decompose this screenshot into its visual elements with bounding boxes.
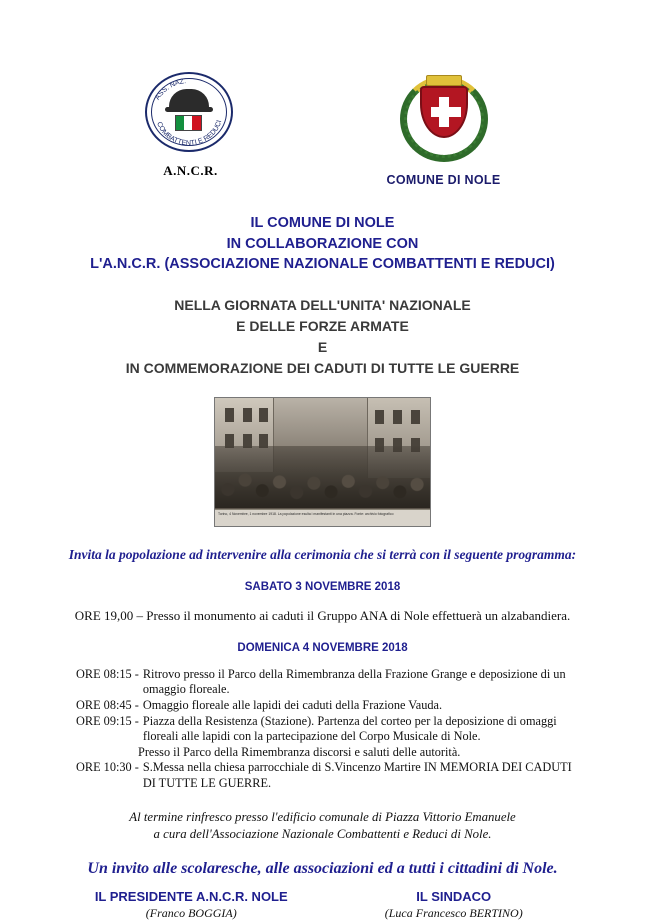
- program-text: Ritrovo presso il Parco della Rimembranza della Frazione Grange e deposizione di un omaggio floreale.: [142, 666, 566, 697]
- day2-title: DOMENICA 4 NOVEMBRE 2018: [237, 641, 408, 654]
- closing-note: [38, 809, 607, 844]
- svg-text:ASS. NAZ.: ASS. NAZ.: [153, 78, 186, 102]
- logo-row: [38, 0, 607, 187]
- program-time: ORE 08:15 -: [76, 666, 139, 681]
- subtitle-line-3: E: [317, 338, 328, 355]
- signature-mayor: [323, 889, 586, 921]
- page-title: [38, 213, 607, 275]
- list-item: [76, 714, 577, 745]
- photo-wrapper: [38, 397, 607, 527]
- subtitle-line-4: IN COMMEMORAZIONE DEI CADUTI DI TUTTE LE GUERRE: [125, 359, 520, 376]
- day1-text: ORE 19,00 – Presso il monumento ai caduti il Gruppo ANA di Nole effettuerà un alzabandiera.: [74, 607, 571, 623]
- ancr-ring-text: [145, 72, 233, 152]
- program-text: S.Messa nella chiesa parrocchiale di S.Vincenzo Martire IN MEMORIA DEI CADUTI DI TUTTE LE GUERRE.: [142, 760, 572, 790]
- subtitle: [38, 295, 607, 379]
- program-text: Piazza della Resistenza (Stazione). Partenza del corteo per la deposizione di omaggi floreali alle lapidi con la partecipazione del Corpo Musicale di Nole.: [142, 713, 557, 744]
- list-item: [76, 698, 577, 714]
- program-text: Omaggio floreale alle lapidi dei caduti della Frazione Vauda.: [142, 697, 443, 712]
- program-time: ORE 10:30 -: [76, 760, 139, 775]
- photo-caption: Torino, 4 Novembre, 1 novembre 1918. La popolazione esulta i manifestanti in una piazza. Fonte: archivio fotografico: [215, 509, 430, 526]
- program-subtext: Presso il Parco della Rimembranza discorsi e saluti delle autorità.: [138, 744, 461, 759]
- list-item: [76, 667, 577, 698]
- title-line-1: IL COMUNE DI NOLE: [250, 215, 395, 231]
- closing-line-2: a cura dell'Associazione Nazionale Combattenti e Reduci di Nole.: [153, 826, 492, 841]
- signature-title: IL PRESIDENTE A.N.C.R. NOLE: [94, 889, 288, 905]
- ancr-logo-block: [145, 72, 237, 179]
- program-list: [38, 667, 607, 792]
- signature-title: IL SINDACO: [416, 889, 492, 905]
- svg-text:COMBATTENTI E REDUCI: COMBATTENTI E REDUCI: [154, 119, 223, 148]
- invite-line: Invita la popolazione ad intervenire alla cerimonia che si terrà con il seguente programma:: [68, 546, 577, 562]
- signature-president: [60, 889, 323, 921]
- comune-caption: COMUNE DI NOLE: [386, 173, 501, 187]
- crown-icon: [426, 75, 462, 86]
- program-time: ORE 09:15 -: [76, 713, 139, 728]
- closing-line-1: Al termine rinfresco presso l'edificio comunale di Piazza Vittorio Emanuele: [129, 809, 516, 824]
- comune-logo-block: [387, 72, 501, 187]
- day1-title: SABATO 3 NOVEMBRE 2018: [244, 580, 401, 593]
- signature-name: (Luca Francesco BERTINO): [384, 906, 523, 921]
- program-time: ORE 08:45 -: [76, 697, 139, 712]
- ancr-caption: A.N.C.R.: [163, 163, 218, 178]
- final-invite: Un invito alle scolaresche, alle associazioni ed a tutti i cittadini di Nole.: [87, 860, 558, 878]
- signature-name: (Franco BOGGIA): [145, 906, 237, 921]
- subtitle-line-1: NELLA GIORNATA DELL'UNITA' NAZIONALE: [174, 296, 471, 313]
- comune-di-nole-crest-icon: [389, 72, 499, 167]
- historic-photo: [214, 397, 431, 527]
- ancr-emblem-icon: [145, 72, 237, 154]
- signature-row: [38, 889, 607, 921]
- list-item: [76, 760, 577, 791]
- subtitle-line-2: E DELLE FORZE ARMATE: [236, 317, 409, 334]
- title-line-2: IN COLLABORAZIONE CON: [226, 235, 419, 252]
- title-line-3: L'A.N.C.R. (ASSOCIAZIONE NAZIONALE COMBATTENTI E REDUCI): [90, 256, 555, 273]
